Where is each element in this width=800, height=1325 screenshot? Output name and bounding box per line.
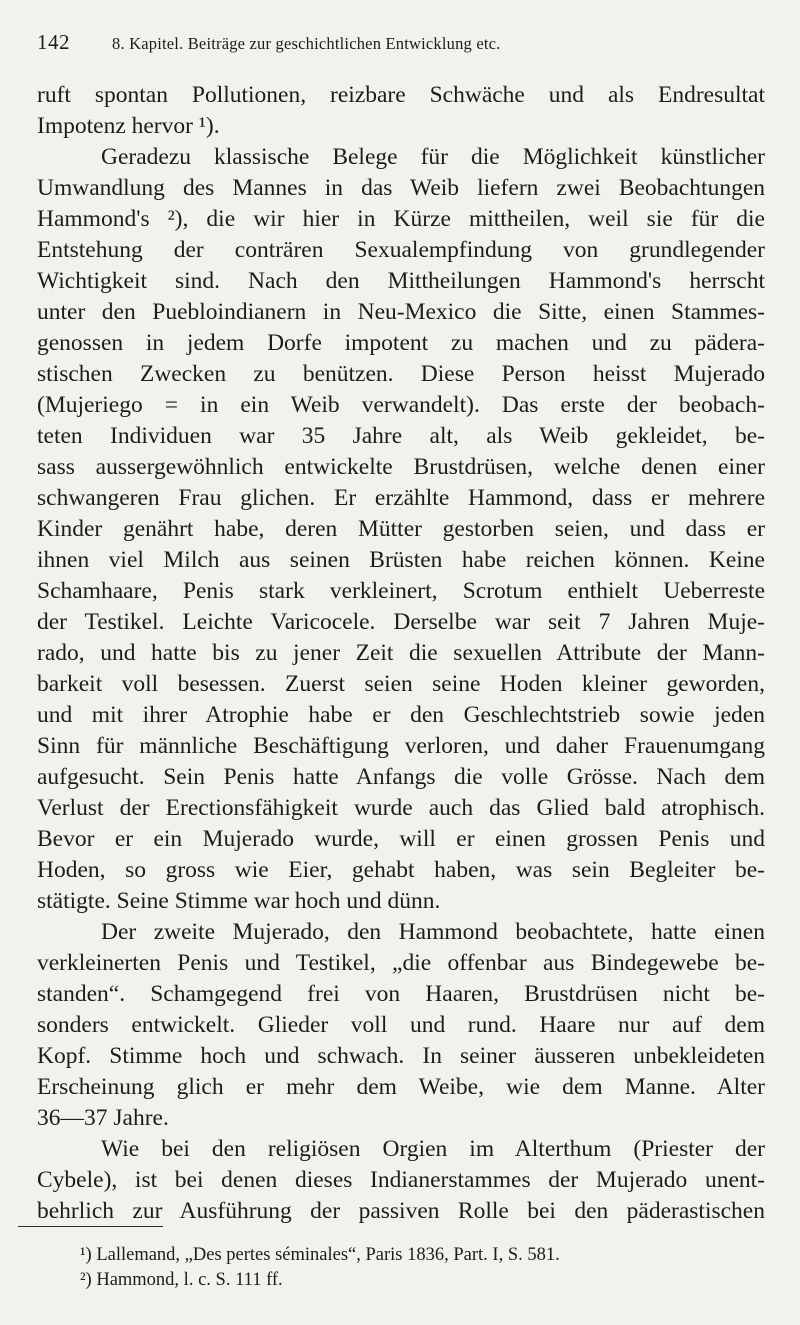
text-line: ihnen viel Milch aus seinen Brüsten habe reichen können. Keine xyxy=(37,547,765,573)
text-line: 36—37 Jahre. xyxy=(37,1105,169,1131)
text-line: sass aussergewöhnlich entwickelte Brustdrüsen, welche denen einer xyxy=(37,454,765,480)
text-line: (Mujeriego = in ein Weib verwandelt). Das erste der beobach- xyxy=(37,392,765,418)
text-line: standen“. Schamgegend frei von Haaren, Brustdrüsen nicht be- xyxy=(37,981,765,1007)
text-line: Kopf. Stimme hoch und schwach. In seiner äusseren unbekleideten xyxy=(37,1043,765,1069)
text-line: Hoden, so gross wie Eier, gehabt haben, was sein Begleiter be- xyxy=(37,857,765,883)
running-title: 8. Kapitel. Beiträge zur geschichtlichen Entwicklung etc. xyxy=(112,34,501,53)
text-line: barkeit voll besessen. Zuerst seien seine Hoden kleiner geworden, xyxy=(37,671,765,697)
footnote-2: ²) Hammond, l. c. S. 111 ff. xyxy=(80,1270,283,1290)
footnote-rule xyxy=(18,1226,163,1227)
text-line: Entstehung der conträren Sexualempfindung von grundlegender xyxy=(37,237,765,263)
text-line: Kinder genährt habe, deren Mütter gestorben seien, und dass er xyxy=(37,516,765,542)
text-line: stätigte. Seine Stimme war hoch und dünn. xyxy=(37,888,441,914)
text-line: teten Individuen war 35 Jahre alt, als Weib gekleidet, be- xyxy=(37,423,765,449)
text-line: Impotenz hervor ¹). xyxy=(37,113,220,139)
text-line: schwangeren Frau glichen. Er erzählte Hammond, dass er mehrere xyxy=(37,485,765,511)
text-line: rado, und hatte bis zu jener Zeit die sexuellen Attribute der Mann- xyxy=(37,640,765,666)
text-line: Hammond's ²), die wir hier in Kürze mittheilen, weil sie für die xyxy=(37,206,765,232)
text-line: Schamhaare, Penis stark verkleinert, Scrotum enthielt Ueberreste xyxy=(37,578,765,604)
text-line: unter den Puebloindianern in Neu-Mexico die Sitte, einen Stammes- xyxy=(37,299,765,325)
book-page xyxy=(37,30,765,64)
text-line: der Testikel. Leichte Varicocele. Derselbe war seit 7 Jahren Muje- xyxy=(37,609,765,635)
text-line: Geradezu klassische Belege für die Möglichkeit künstlicher xyxy=(101,144,765,170)
page-number: 142 xyxy=(37,30,70,54)
text-line: Sinn für männliche Beschäftigung verloren, und daher Frauenumgang xyxy=(37,733,765,759)
text-line: behrlich zur Ausführung der passiven Rolle bei den päderastischen xyxy=(37,1198,765,1224)
text-line: genossen in jedem Dorfe impotent zu machen und zu pädera- xyxy=(37,330,765,356)
text-line: aufgesucht. Sein Penis hatte Anfangs die volle Grösse. Nach dem xyxy=(37,764,765,790)
text-line: Erscheinung glich er mehr dem Weibe, wie dem Manne. Alter xyxy=(37,1074,765,1100)
text-line: Umwandlung des Mannes in das Weib liefern zwei Beobachtungen xyxy=(37,175,765,201)
footnote-1: ¹) Lallemand, „Des pertes séminales“, Paris 1836, Part. I, S. 581. xyxy=(80,1245,560,1265)
text-line: ruft spontan Pollutionen, reizbare Schwäche und als Endresultat xyxy=(37,82,765,108)
text-line: verkleinerten Penis und Testikel, „die offenbar aus Bindegewebe be- xyxy=(37,950,765,976)
text-line: stischen Zwecken zu benützen. Diese Person heisst Mujerado xyxy=(37,361,765,387)
text-line: und mit ihrer Atrophie habe er den Geschlechtstrieb sowie jeden xyxy=(37,702,765,728)
text-line: sonders entwickelt. Glieder voll und rund. Haare nur auf dem xyxy=(37,1012,765,1038)
text-line: Wichtigkeit sind. Nach den Mittheilungen Hammond's herrscht xyxy=(37,268,765,294)
text-line: Cybele), ist bei denen dieses Indianerstammes der Mujerado unent- xyxy=(37,1167,765,1193)
running-header xyxy=(37,30,765,64)
text-line: Verlust der Erectionsfähigkeit wurde auch das Glied bald atrophisch. xyxy=(37,795,765,821)
text-line: Wie bei den religiösen Orgien im Alterthum (Priester der xyxy=(101,1136,765,1162)
text-line: Der zweite Mujerado, den Hammond beobachtete, hatte einen xyxy=(101,919,765,945)
text-line: Bevor er ein Mujerado wurde, will er einen grossen Penis und xyxy=(37,826,765,852)
